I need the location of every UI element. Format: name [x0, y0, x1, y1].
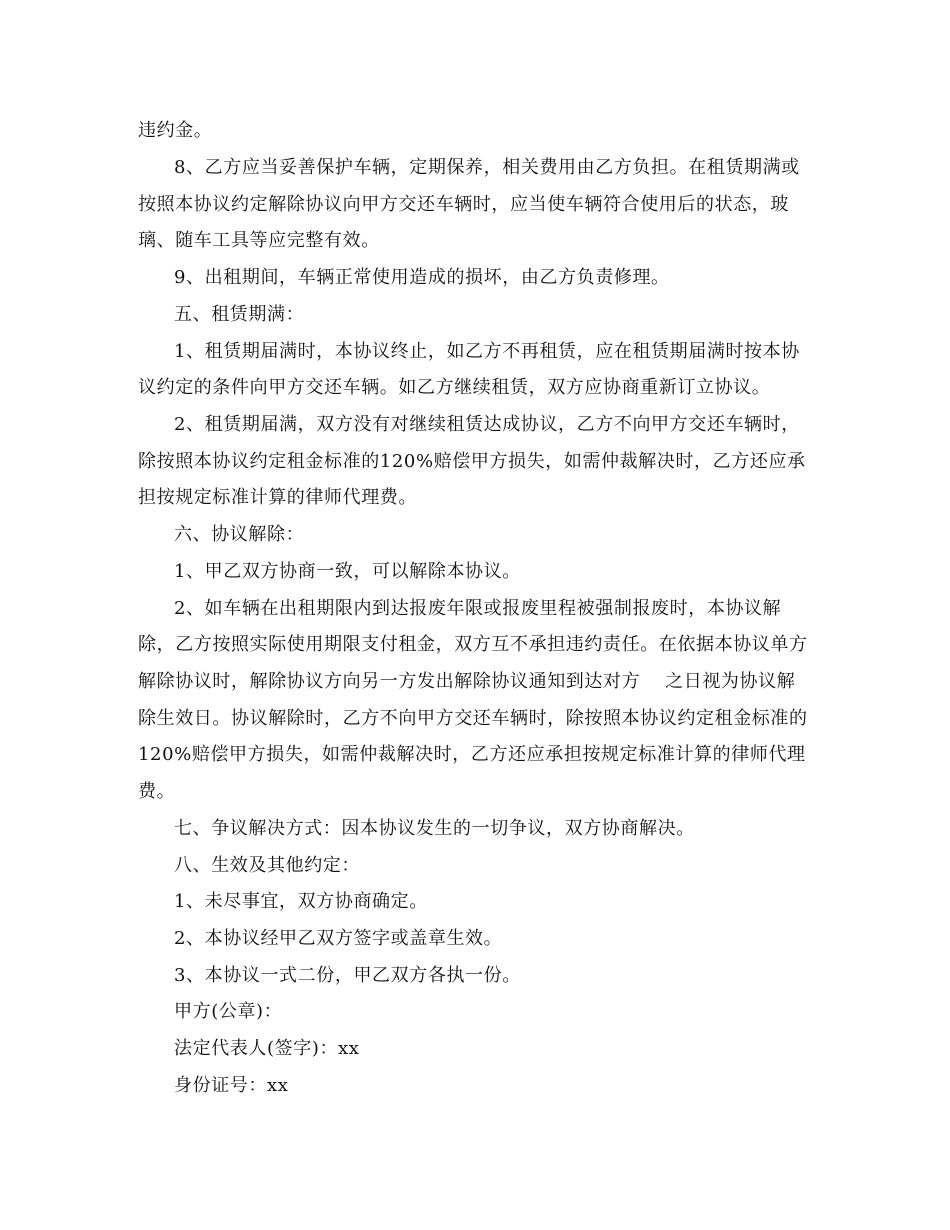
paragraph-line: 2、租赁期届满，双方没有对继续租赁达成协议，乙方不向甲方交还车辆时， — [174, 414, 800, 435]
text-line: 担按规定标准计算的律师代理费。 — [138, 487, 417, 508]
section-heading: 八、生效及其他约定： — [174, 855, 360, 876]
signature-id-number: 身份证号：xx — [174, 1075, 289, 1096]
text-line: 按照本协议约定解除协议向甲方交还车辆时，应当使车辆符合使用后的状态，玻 — [138, 194, 789, 215]
paragraph-line: 1、甲乙双方协商一致，可以解除本协议。 — [174, 561, 521, 582]
text-line: 除按照本协议约定租金标准的120%赔偿甲方损失，如需仲裁解决时，乙方还应承 — [138, 451, 806, 472]
paragraph-line: 1、租赁期届满时，本协议终止，如乙方不再租赁，应在租赁期届满时按本协 — [174, 341, 800, 362]
text-line: 璃、随车工具等应完整有效。 — [138, 230, 380, 251]
paragraph-line: 3、本协议一式二份，甲乙双方各执一份。 — [174, 965, 521, 986]
paragraph-line: 8、乙方应当妥善保护车辆，定期保养，相关费用由乙方负担。在租赁期满或 — [174, 157, 800, 178]
paragraph-line: 9、出租期间，车辆正常使用造成的损坏，由乙方负责修理。 — [174, 267, 670, 288]
paragraph-line: 1、未尽事宜，双方协商确定。 — [174, 891, 428, 912]
text-line: 除，乙方按照实际使用期限支付租金，双方互不承担违约责任。在依据本协议单方 — [138, 634, 808, 655]
signature-party-a: 甲方(公章)： — [174, 1001, 283, 1022]
text-line: 费。 — [138, 781, 176, 802]
paragraph-line: 2、本协议经甲乙双方签字或盖章生效。 — [174, 928, 503, 949]
text-line: 违约金。 — [138, 120, 213, 141]
paragraph-line: 2、如车辆在出租期限内到达报废年限或报废里程被强制报废时，本协议解 — [174, 598, 782, 619]
section-heading: 六、协议解除： — [174, 524, 305, 545]
section-heading: 五、租赁期满： — [174, 304, 305, 325]
signature-legal-rep: 法定代表人(签字)：xx — [174, 1038, 360, 1059]
text-line: 解除协议时，解除协议方向另一方发出解除协议通知到达对方 之日视为协议解 — [138, 671, 796, 692]
section-heading: 七、争议解决方式：因本协议发生的一切争议，双方协商解决。 — [174, 818, 695, 839]
text-line: 120%赔偿甲方损失，如需仲裁解决时，乙方还应承担按规定标准计算的律师代理 — [138, 744, 806, 765]
text-line: 除生效日。协议解除时，乙方不向甲方交还车辆时，除按照本协议约定租金标准的 — [138, 708, 808, 729]
text-line: 议约定的条件向甲方交还车辆。如乙方继续租赁，双方应协商重新订立协议。 — [138, 377, 771, 398]
